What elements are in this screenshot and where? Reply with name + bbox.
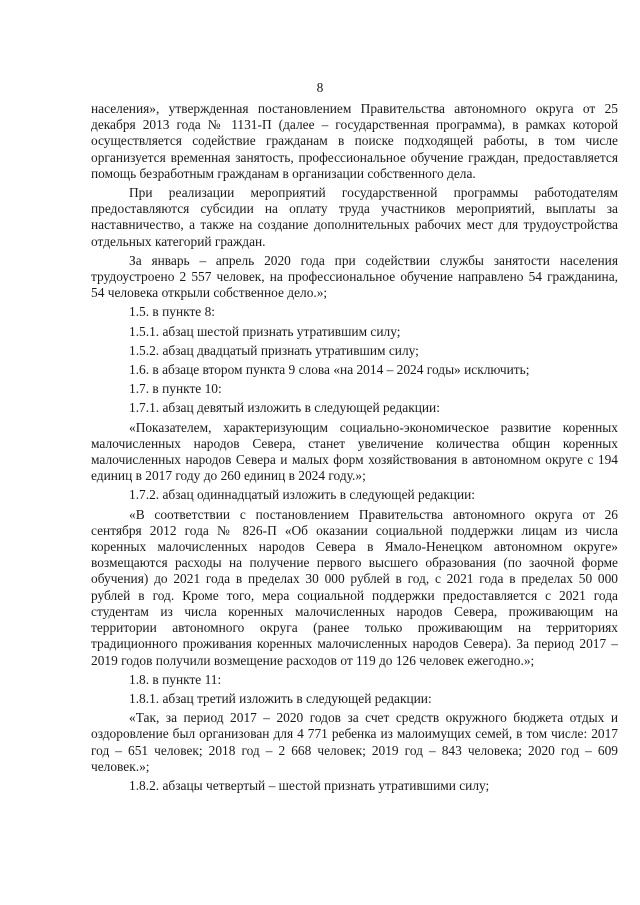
- quote-recreation: «Так, за период 2017 – 2020 годов за счет средств окружного бюджета отдых и оздоровление был организован для 4 771 ребенка из малоимущих семей, в том числе: 2017 год – 651 человек; 2018 год – 2 668 человек; 2019 год – 843 человека; 2020 год – 609 человек.»;: [91, 710, 618, 774]
- amendment-1-8-2: 1.8.2. абзацы четвертый – шестой признать утратившими силу;: [129, 777, 490, 793]
- paragraph-program-description: населения», утвержденная постановлением Правительства автономного округа от 25 декабря 2013 года № 1131-П (далее – государственная программа), в рамках которой осуществляется содействие гражданам в поиске подходящей работы, в том числе организуется временная занятость, профессиональное обучение граждан, предоставляется помощь безработным гражданам в организации собственного дела.: [91, 101, 618, 181]
- amendment-1-7: 1.7. в пункте 10:: [129, 381, 222, 397]
- quote-social-support: «В соответствии с постановлением Правительства автономного округа от 26 сентября 2012 года № 826-П «Об оказании социальной поддержки лицам из числа коренных малочисленных народов Севера в Ямало-Ненецком автономном округе» возмещаются расходы на получение первого высшего образования (по заочной форме обучения) до 2021 года в пределах 30 000 рублей в год, с 2021 года в пределах 50 000 рублей в год. Кроме того, мера социальной поддержки предоставляется с 2021 года студентам из числа коренных малочисленных народов Севера, проживающим на территории автономного округа (ранее только проживающим на территориях традиционного проживания коренных малочисленных народов Севера). За период 2017 – 2019 годов получили возмещение расходов от 119 до 126 человек ежегодно.»;: [91, 506, 618, 668]
- amendment-1-8: 1.8. в пункте 11:: [129, 671, 222, 687]
- paragraph-employment-stats: За январь – апрель 2020 года при содействии службы занятости населения трудоустроено 2 557 человек, на профессиональное обучение направлено 54 гражданина, 54 человека открыли собственное дело.»;: [91, 252, 618, 301]
- amendment-1-6: 1.6. в абзаце втором пункта 9 слова «на 2014 – 2024 годы» исключить;: [129, 362, 530, 378]
- amendment-1-7-1: 1.7.1. абзац девятый изложить в следующей редакции:: [129, 400, 440, 416]
- document-body: [91, 101, 618, 797]
- amendment-1-5: 1.5. в пункте 8:: [129, 304, 216, 320]
- quote-indicator: «Показателем, характеризующим социально-экономическое развитие коренных малочисленных народов Севера, станет увеличение количества общин коренных малочисленных народов Севера и малых форм хозяйствования в автономном округе с 194 единиц в 2017 году до 260 единиц в 2024 году.»;: [91, 419, 618, 484]
- page-number: 8: [316, 80, 324, 95]
- paragraph-subsidies: При реализации мероприятий государственной программы работодателям предоставляются субсидии на оплату труда участников мероприятий, выплаты за наставничество, а также на создание дополнительных рабочих мест для трудоустройства отдельных категорий граждан.: [91, 185, 618, 249]
- amendment-1-5-1: 1.5.1. абзац шестой признать утратившим силу;: [129, 323, 401, 339]
- amendment-1-7-2: 1.7.2. абзац одиннадцатый изложить в следующей редакции:: [129, 487, 475, 503]
- amendment-1-8-1: 1.8.1. абзац третий изложить в следующей редакции:: [129, 690, 432, 706]
- amendment-1-5-2: 1.5.2. абзац двадцатый признать утратившим силу;: [129, 342, 419, 358]
